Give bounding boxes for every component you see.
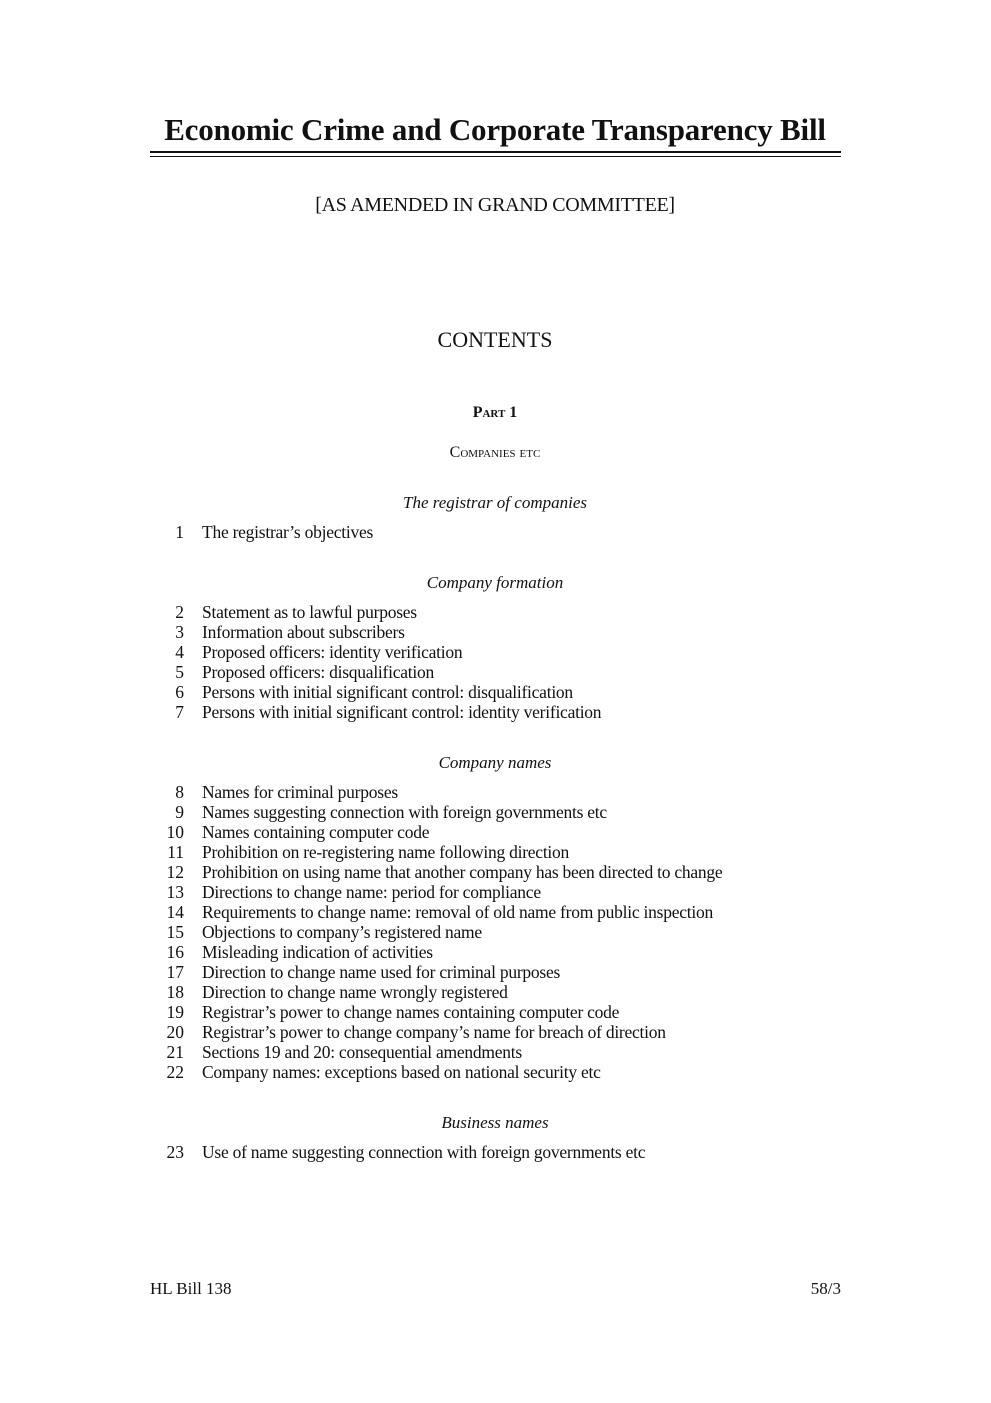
item-text: Names containing computer code (202, 822, 430, 842)
item-number: 8 (175, 782, 184, 802)
item-number: 1 (175, 522, 184, 542)
contents-item[interactable] (150, 622, 850, 642)
contents-item[interactable] (150, 662, 850, 682)
contents-item[interactable] (150, 882, 850, 902)
contents-item[interactable] (150, 922, 850, 942)
item-text: Registrar’s power to change names containing computer code (202, 1002, 620, 1022)
contents-item[interactable] (150, 1142, 850, 1162)
contents-heading: CONTENTS (437, 327, 553, 352)
section-list (150, 782, 850, 1082)
item-number: 15 (166, 922, 184, 942)
part-title: Companies etc (449, 444, 541, 461)
contents-item[interactable] (150, 962, 850, 982)
item-number: 12 (166, 862, 184, 882)
item-text: Direction to change name used for criminal purposes (202, 962, 561, 982)
section-heading: Business names (441, 1113, 549, 1132)
item-text: Directions to change name: period for compliance (202, 882, 541, 902)
item-number: 21 (166, 1042, 184, 1062)
section-list (150, 1142, 850, 1162)
item-number: 6 (175, 682, 184, 702)
item-number: 4 (175, 642, 184, 662)
item-number: 11 (167, 842, 184, 862)
item-number: 13 (166, 882, 184, 902)
item-text: Use of name suggesting connection with foreign governments etc (202, 1142, 646, 1162)
bill-status: [AS AMENDED IN GRAND COMMITTEE] (315, 194, 675, 216)
item-text: Names suggesting connection with foreign governments etc (202, 802, 607, 822)
item-text: Prohibition on using name that another company has been directed to change (202, 862, 723, 882)
contents-item[interactable] (150, 842, 850, 862)
item-text: Persons with initial significant control: disqualification (202, 682, 573, 702)
item-text: Proposed officers: disqualification (202, 662, 434, 682)
item-number: 9 (175, 802, 184, 822)
item-number: 16 (166, 942, 184, 962)
section-heading: Company names (438, 753, 552, 772)
item-number: 2 (175, 602, 184, 622)
contents-item[interactable] (150, 942, 850, 962)
section-list (150, 602, 850, 722)
contents-item[interactable] (150, 1042, 850, 1062)
section-heading: Company formation (426, 573, 564, 592)
item-number: 23 (166, 1142, 184, 1162)
item-text: Prohibition on re-registering name following direction (202, 842, 570, 862)
item-text: Statement as to lawful purposes (202, 602, 417, 622)
item-text: Proposed officers: identity verification (202, 642, 463, 662)
contents-item[interactable] (150, 1062, 850, 1082)
contents-item[interactable] (150, 902, 850, 922)
item-text: Persons with initial significant control: identity verification (202, 702, 602, 722)
contents-item[interactable] (150, 1002, 850, 1022)
item-text: Sections 19 and 20: consequential amendments (202, 1042, 522, 1062)
title-rule-thick (150, 151, 841, 153)
contents-item[interactable] (150, 782, 850, 802)
item-number: 10 (166, 822, 184, 842)
item-text: Direction to change name wrongly registered (202, 982, 508, 1002)
contents-item[interactable] (150, 642, 850, 662)
item-number: 20 (166, 1022, 184, 1042)
item-text: Misleading indication of activities (202, 942, 433, 962)
contents-item[interactable] (150, 802, 850, 822)
item-number: 22 (166, 1062, 184, 1082)
item-number: 14 (166, 902, 184, 922)
title-rule-thin (150, 156, 841, 157)
item-number: 3 (175, 622, 184, 642)
item-number: 17 (166, 962, 184, 982)
contents-item[interactable] (150, 1022, 850, 1042)
section-heading: The registrar of companies (402, 493, 587, 512)
contents-item[interactable] (150, 602, 850, 622)
contents-item[interactable] (150, 522, 850, 542)
item-number: 19 (166, 1002, 184, 1022)
item-text: Names for criminal purposes (202, 782, 398, 802)
item-text: Requirements to change name: removal of old name from public inspection (202, 902, 713, 922)
bill-title: Economic Crime and Corporate Transparency Bill (164, 112, 826, 147)
item-text: Information about subscribers (202, 622, 405, 642)
part-label: Part 1 (472, 404, 518, 421)
item-number: 18 (166, 982, 184, 1002)
contents-item[interactable] (150, 822, 850, 842)
footer-page-reference: 58/3 (810, 1279, 841, 1298)
footer-bill-reference: HL Bill 138 (150, 1279, 232, 1298)
section-list (150, 522, 850, 542)
item-number: 5 (175, 662, 184, 682)
contents-item[interactable] (150, 682, 850, 702)
item-number: 7 (175, 702, 184, 722)
contents-item[interactable] (150, 982, 850, 1002)
contents-item[interactable] (150, 702, 850, 722)
item-text: Registrar’s power to change company’s name for breach of direction (202, 1022, 666, 1042)
item-text: Objections to company’s registered name (202, 922, 482, 942)
item-text: The registrar’s objectives (202, 522, 374, 542)
contents-item[interactable] (150, 862, 850, 882)
item-text: Company names: exceptions based on national security etc (202, 1062, 601, 1082)
